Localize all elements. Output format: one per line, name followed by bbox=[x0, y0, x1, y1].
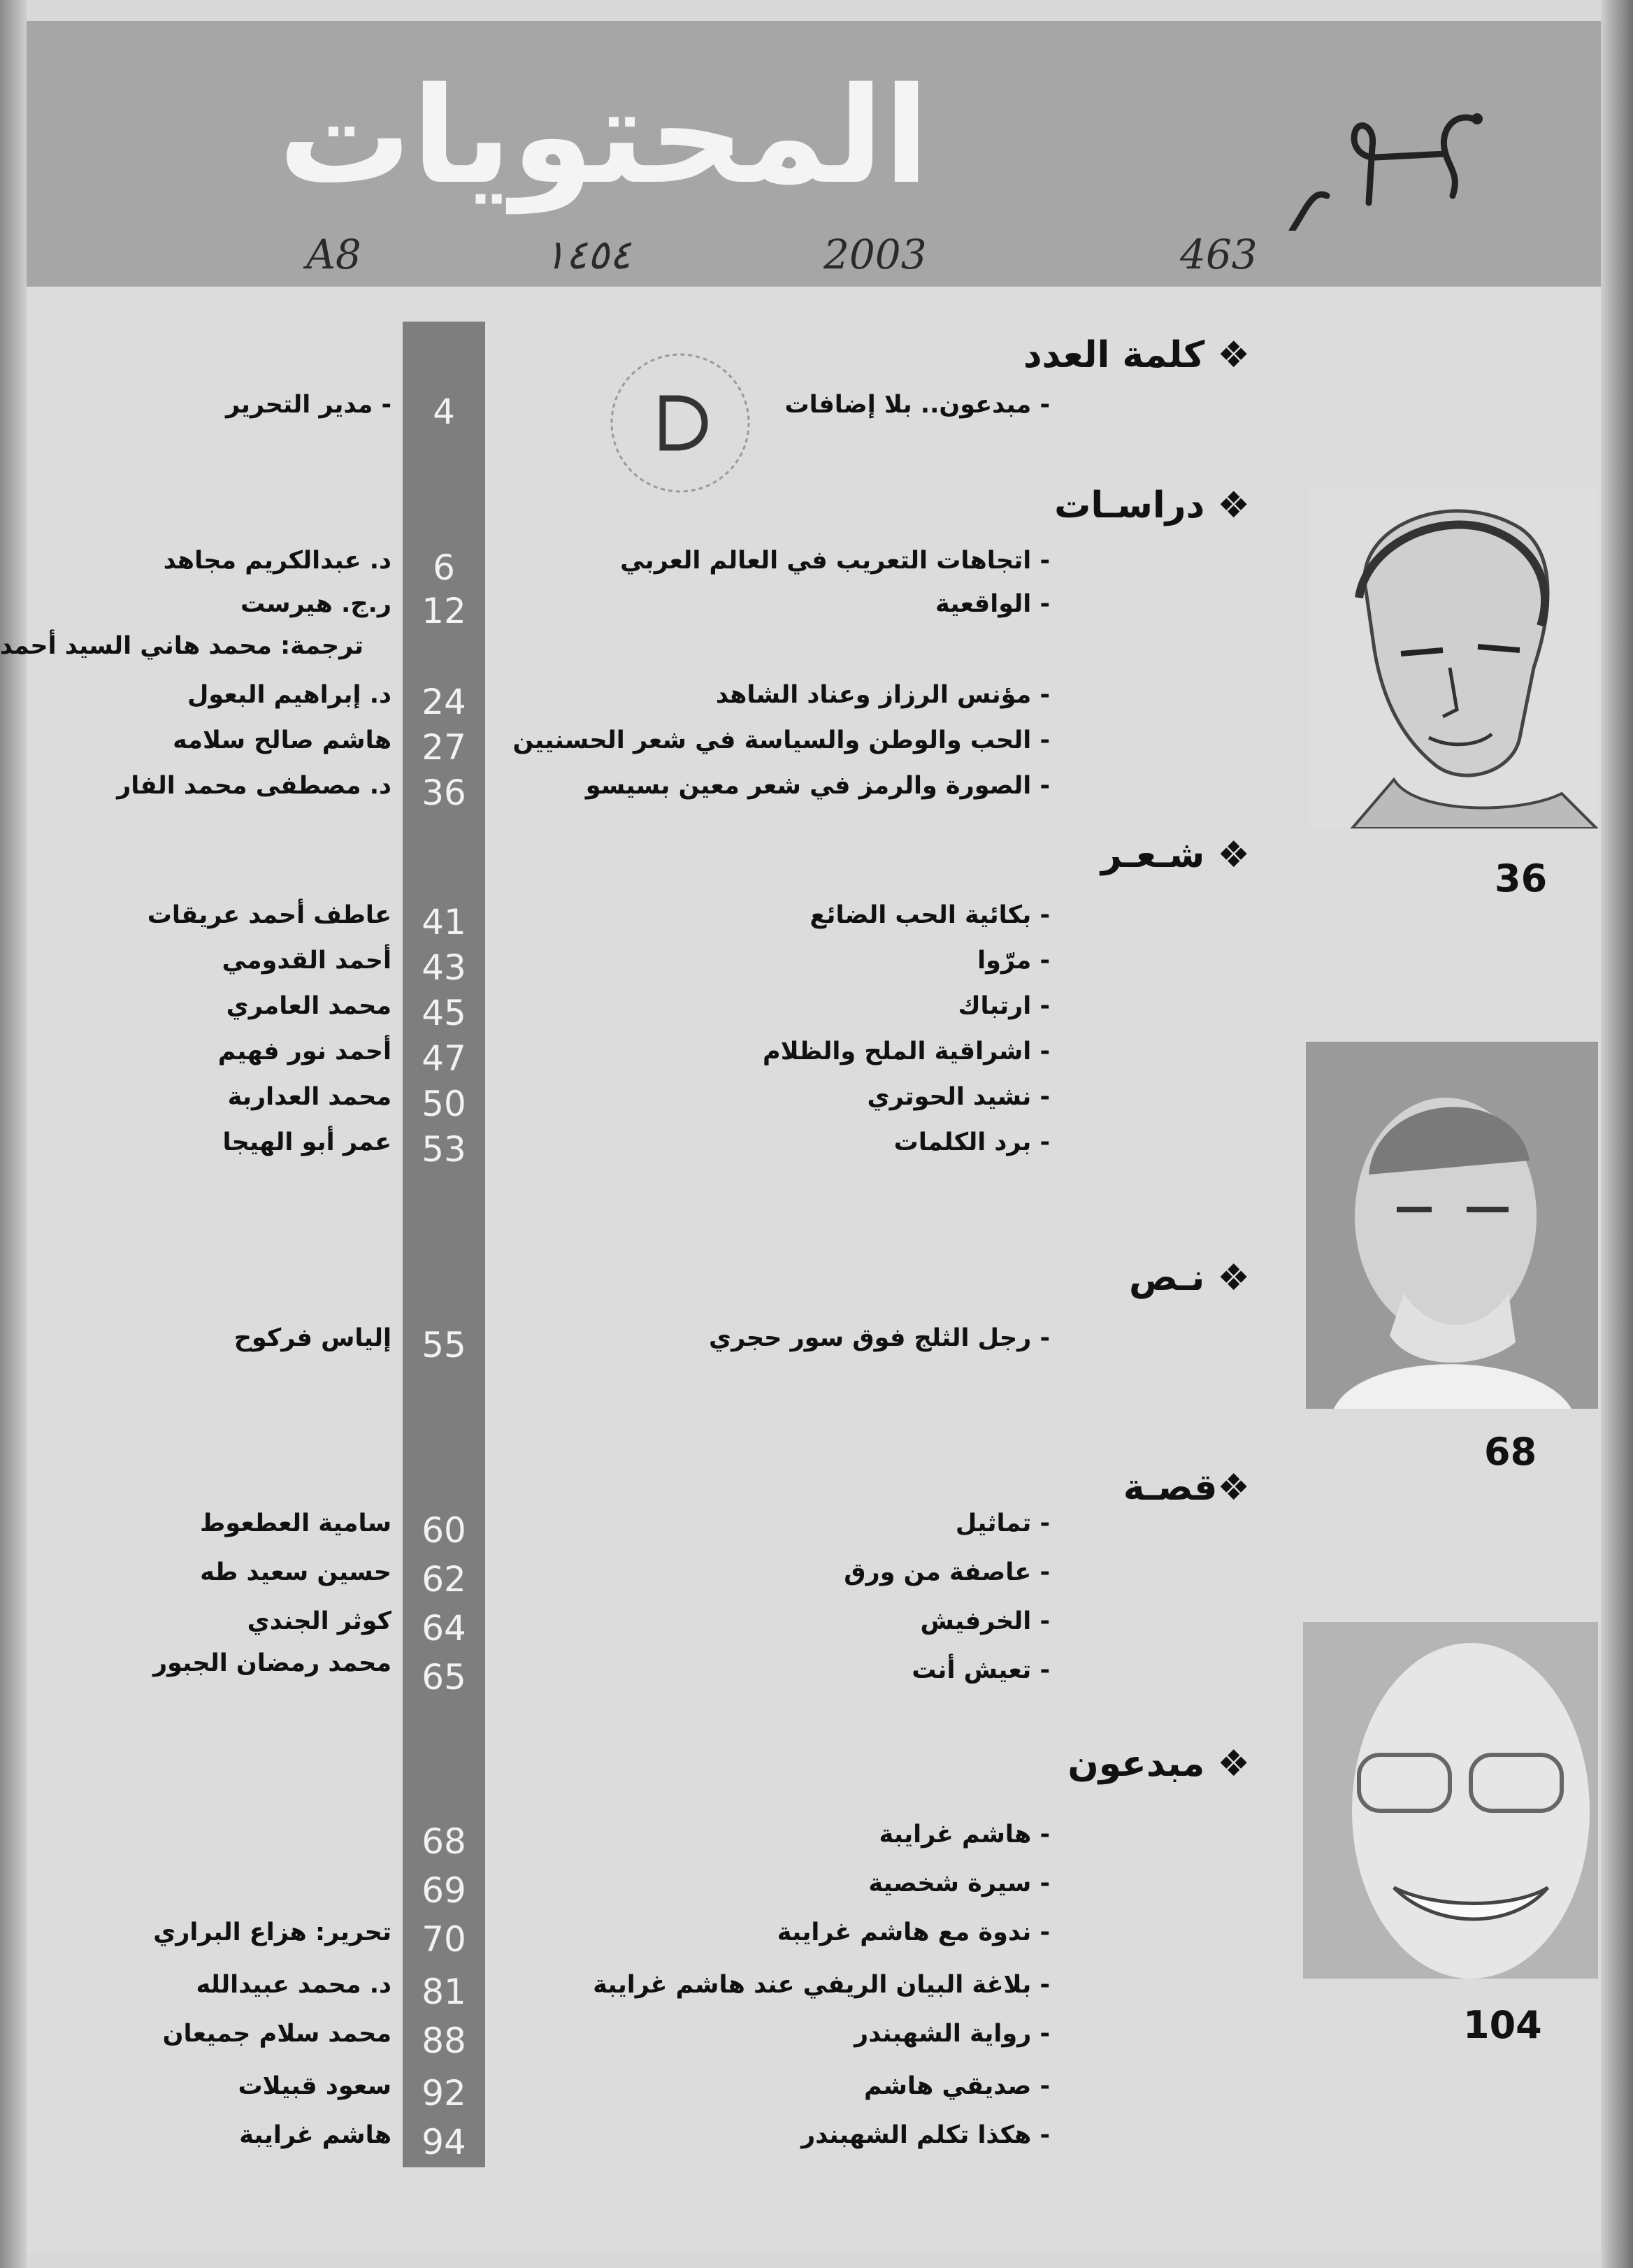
handwritten-note: 2003 bbox=[823, 231, 927, 278]
portrait-photo bbox=[1306, 1042, 1598, 1409]
page-number: 60 bbox=[422, 1510, 466, 1551]
handwritten-note: 463 bbox=[1180, 231, 1258, 278]
section-heading-editorial: ❖ كلمة العدد bbox=[1023, 334, 1250, 376]
article-title: - اشراقية الملح والظلام bbox=[762, 1038, 1050, 1065]
article-title: - مؤنس الرزاز وعناد الشاهد bbox=[715, 681, 1050, 709]
handwritten-note: A8 bbox=[306, 231, 361, 278]
article-author: هاشم صالح سلامه bbox=[173, 726, 391, 754]
article-author: ر.ج. هيرست bbox=[240, 590, 391, 618]
page-number: 6 bbox=[433, 547, 455, 588]
article-author: أحمد نور فهيم bbox=[217, 1038, 391, 1065]
page-number: 41 bbox=[422, 902, 466, 942]
page-number: 65 bbox=[422, 1657, 466, 1698]
page-number: 12 bbox=[422, 591, 466, 631]
page-number: 36 bbox=[422, 773, 466, 813]
article-title: - ندوة مع هاشم غرايبة bbox=[777, 1918, 1050, 1946]
page-number: 92 bbox=[422, 2073, 466, 2113]
section-heading-studies: ❖ دراسـات bbox=[1054, 485, 1250, 526]
article-author: د. عبدالكريم مجاهد bbox=[163, 547, 391, 575]
article-title: - رواية الشهبندر bbox=[854, 2020, 1050, 2048]
article-title: - بكائية الحب الضائع bbox=[810, 901, 1050, 929]
article-title: - بلاغة البيان الريفي عند هاشم غرايبة bbox=[593, 1971, 1050, 1999]
page-number: 27 bbox=[422, 727, 466, 768]
page-number: 68 bbox=[422, 1821, 466, 1862]
article-title: - تعيش أنت bbox=[912, 1656, 1050, 1684]
scan-edge-left bbox=[0, 0, 27, 2268]
page-number: 50 bbox=[422, 1084, 466, 1124]
article-translator: ترجمة: محمد هاني السيد أحمد bbox=[0, 632, 364, 660]
article-author: د. إبراهيم البعول bbox=[187, 681, 391, 709]
article-author: - مدير التحرير bbox=[225, 391, 391, 419]
article-author: محمد العداربة bbox=[227, 1083, 391, 1111]
portrait-face-icon bbox=[1306, 1042, 1598, 1409]
section-heading-poetry: ❖ شـعـر bbox=[1100, 834, 1250, 876]
article-title: - مبدعون.. بلا إضافات bbox=[784, 391, 1050, 419]
article-author: سعود قبيلات bbox=[238, 2072, 391, 2100]
library-stamp bbox=[607, 350, 754, 496]
page-number: 24 bbox=[422, 682, 466, 722]
photo-caption-page: 36 bbox=[1495, 856, 1548, 900]
article-author: هاشم غرايبة bbox=[239, 2121, 391, 2149]
page-number: 81 bbox=[422, 1972, 466, 2012]
article-author: كوثر الجندي bbox=[247, 1607, 391, 1635]
article-author: د. مصطفى محمد الفار bbox=[117, 772, 391, 800]
handwritten-note: ١٤٥٤ bbox=[544, 231, 631, 278]
article-title: - مرّوا bbox=[977, 947, 1050, 975]
scan-edge-right bbox=[1601, 0, 1633, 2268]
article-title: - رجل الثلج فوق سور حجري bbox=[709, 1324, 1050, 1352]
article-title: - الخرفيش bbox=[920, 1607, 1050, 1635]
portrait-photo bbox=[1303, 1622, 1598, 1979]
article-title: - سيرة شخصية bbox=[868, 1869, 1050, 1897]
article-title: - الصورة والرمز في شعر معين بسيسو bbox=[585, 772, 1050, 800]
article-author: عمر أبو الهيجا bbox=[222, 1128, 391, 1156]
page-number: 43 bbox=[422, 947, 466, 988]
article-title: - برد الكلمات bbox=[893, 1128, 1050, 1156]
article-title: - نشيد الحوتري bbox=[867, 1083, 1050, 1111]
page-number: 45 bbox=[422, 993, 466, 1033]
portrait-photo-sketch bbox=[1310, 486, 1598, 828]
page-number: 64 bbox=[422, 1608, 466, 1649]
page-number: 62 bbox=[422, 1559, 466, 1600]
article-title: - اتجاهات التعريب في العالم العربي bbox=[620, 547, 1050, 575]
photo-caption-page: 104 bbox=[1463, 2003, 1542, 2047]
article-author: حسين سعيد طه bbox=[200, 1558, 391, 1586]
article-author: محمد العامري bbox=[226, 992, 391, 1020]
page-number: 53 bbox=[422, 1129, 466, 1170]
page-number: 4 bbox=[433, 392, 455, 432]
page-title: المحتويات bbox=[278, 59, 930, 213]
article-title: - هكذا تكلم الشهبندر bbox=[801, 2121, 1050, 2149]
portrait-sketch-icon bbox=[1310, 486, 1598, 828]
article-title: - هاشم غرايبة bbox=[879, 1821, 1050, 1849]
page-number: 88 bbox=[422, 2021, 466, 2061]
page-number: 55 bbox=[422, 1325, 466, 1365]
magazine-logo-icon bbox=[1285, 91, 1495, 231]
article-title: - الواقعية bbox=[935, 590, 1050, 618]
article-author: عاطف أحمد عريقات bbox=[147, 901, 391, 929]
article-title: - تماثيل bbox=[955, 1509, 1050, 1537]
page-number: 47 bbox=[422, 1038, 466, 1079]
page-number: 94 bbox=[422, 2122, 466, 2162]
portrait-smiling-icon bbox=[1303, 1622, 1598, 1979]
page-number: 70 bbox=[422, 1919, 466, 1960]
page-number: 69 bbox=[422, 1870, 466, 1911]
article-title: - عاصفة من ورق bbox=[844, 1558, 1050, 1586]
article-author: سامية العطعوط bbox=[200, 1509, 391, 1537]
section-heading-story: ❖قصـة bbox=[1123, 1467, 1250, 1509]
section-heading-text: ❖ نـص bbox=[1129, 1257, 1250, 1299]
article-author: محمد سلام جميعان bbox=[162, 2020, 391, 2048]
article-author: محمد رمضان الجبور bbox=[152, 1649, 391, 1677]
article-title: - صديقي هاشم bbox=[864, 2072, 1050, 2100]
article-author: تحرير: هزاع البراري bbox=[153, 1918, 391, 1946]
article-title: - الحب والوطن والسياسة في شعر الحسنيين bbox=[512, 726, 1050, 754]
contents-page bbox=[0, 21, 1601, 2251]
article-author: إلياس فركوح bbox=[233, 1324, 391, 1352]
section-heading-creators: ❖ مبدعون bbox=[1067, 1743, 1250, 1785]
article-author: أحمد القدومي bbox=[222, 947, 391, 975]
article-author: د. محمد عبيدالله bbox=[196, 1971, 391, 1999]
article-title: - ارتباك bbox=[958, 992, 1050, 1020]
header-band bbox=[27, 21, 1601, 287]
photo-caption-page: 68 bbox=[1484, 1430, 1537, 1474]
